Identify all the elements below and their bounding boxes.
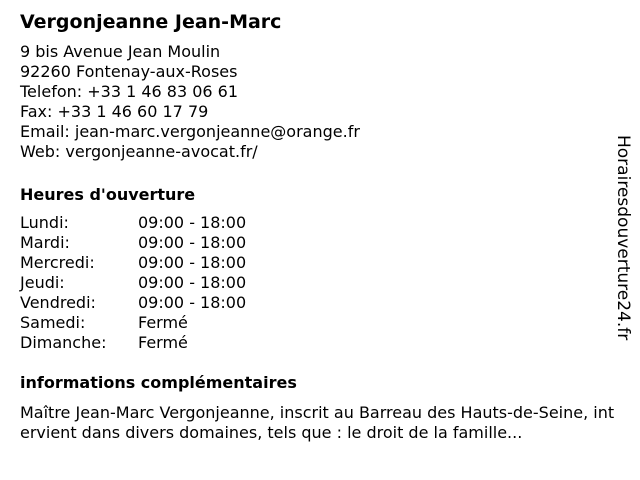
business-name: Vergonjeanne Jean-Marc bbox=[20, 11, 282, 33]
address-line-1: 9 bis Avenue Jean Moulin bbox=[20, 42, 221, 61]
hours-time: 09:00 - 18:00 bbox=[138, 253, 247, 272]
address-line-2: 92260 Fontenay-aux-Roses bbox=[20, 62, 238, 81]
hours-time: Fermé bbox=[138, 313, 188, 332]
opening-hours-table bbox=[20, 213, 620, 353]
hours-day: Lundi: bbox=[20, 213, 69, 232]
hours-time: 09:00 - 18:00 bbox=[138, 293, 247, 312]
hours-row bbox=[20, 213, 620, 233]
hours-day: Mercredi: bbox=[20, 253, 95, 272]
hours-time: Fermé bbox=[138, 333, 188, 352]
side-brand-text: Horairesdouverture24.fr bbox=[613, 135, 633, 341]
hours-row bbox=[20, 273, 620, 293]
hours-day: Dimanche: bbox=[20, 333, 107, 352]
email-line: Email: jean-marc.vergonjeanne@orange.fr bbox=[20, 122, 360, 141]
phone-line: Telefon: +33 1 46 83 06 61 bbox=[20, 82, 239, 101]
hours-day: Jeudi: bbox=[20, 273, 65, 292]
hours-time: 09:00 - 18:00 bbox=[138, 233, 247, 252]
hours-day: Mardi: bbox=[20, 233, 70, 252]
business-card bbox=[20, 10, 620, 443]
contact-block bbox=[20, 42, 620, 162]
hours-row bbox=[20, 253, 620, 273]
additional-info-title: informations complémentaires bbox=[20, 373, 297, 392]
web-line: Web: vergonjeanne-avocat.fr/ bbox=[20, 142, 258, 161]
hours-row bbox=[20, 293, 620, 313]
hours-row bbox=[20, 313, 620, 333]
additional-info-text: Maître Jean-Marc Vergonjeanne, inscrit au Barreau des Hauts-de-Seine, intervient dans divers domaines, tels que : le droit de la famille... bbox=[20, 403, 615, 442]
hours-time: 09:00 - 18:00 bbox=[138, 213, 247, 232]
hours-day: Vendredi: bbox=[20, 293, 96, 312]
fax-line: Fax: +33 1 46 60 17 79 bbox=[20, 102, 209, 121]
hours-day: Samedi: bbox=[20, 313, 86, 332]
hours-time: 09:00 - 18:00 bbox=[138, 273, 247, 292]
hours-row bbox=[20, 233, 620, 253]
opening-hours-title: Heures d'ouverture bbox=[20, 185, 196, 204]
hours-row bbox=[20, 333, 620, 353]
